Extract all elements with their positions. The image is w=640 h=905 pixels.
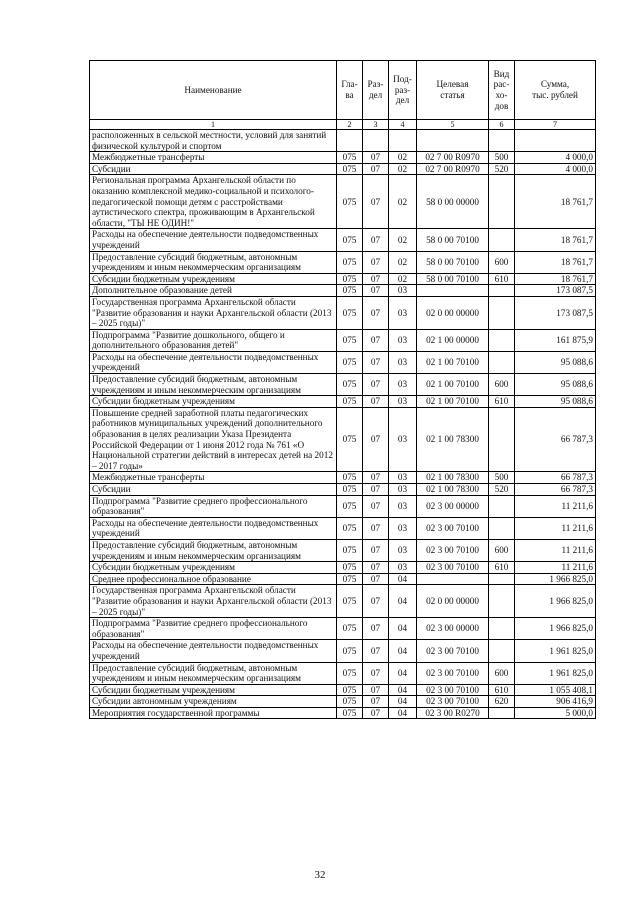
glava-cell: 075: [337, 640, 363, 662]
podrazdel-cell: 03: [389, 407, 417, 472]
target-cell: 02 1 00 00000: [417, 329, 489, 351]
column-number: 7: [515, 120, 596, 130]
glava-cell: 075: [337, 495, 363, 517]
vid-cell: [489, 407, 515, 472]
row-name-cell: Повышение средней заработной платы педагогических работников муниципальных учреждений дополнительного образования в целях реализации Указа Президента Российской Федерации от 1 июня 2012 года № 761 «О Национальной стратегии действий в интересах детей на 2012 – 2017 годы»: [90, 407, 337, 472]
podrazdel-cell: 03: [389, 374, 417, 396]
podrazdel-cell: 03: [389, 396, 417, 408]
header-target: Целевая статья: [417, 61, 489, 120]
row-name-cell: Подпрограмма "Развитие среднего профессионального образования": [90, 618, 337, 640]
header-vid: Вид рас- хо- дов: [489, 61, 515, 120]
podrazdel-cell: 04: [389, 684, 417, 696]
sum-cell: 95 088,6: [515, 374, 596, 396]
glava-cell: 075: [337, 251, 363, 273]
table-row: [90, 163, 596, 175]
glava-cell: 075: [337, 562, 363, 574]
row-name-cell: Предоставление субсидий бюджетным, автономным учреждениям и иным некоммерческим организациям: [90, 251, 337, 273]
row-name-cell: Субсидии: [90, 484, 337, 496]
sum-cell: 95 088,6: [515, 351, 596, 373]
razdel-cell: 07: [363, 495, 389, 517]
target-cell: 02 1 00 70100: [417, 396, 489, 408]
vid-cell: [489, 329, 515, 351]
vid-cell: [489, 175, 515, 229]
vid-cell: [489, 573, 515, 585]
razdel-cell: 07: [363, 152, 389, 164]
sum-cell: 18 761,7: [515, 273, 596, 285]
glava-cell: 075: [337, 351, 363, 373]
glava-cell: 075: [337, 707, 363, 719]
razdel-cell: 07: [363, 640, 389, 662]
vid-cell: [489, 351, 515, 373]
budget-table: [89, 60, 596, 719]
podrazdel-cell: 02: [389, 229, 417, 251]
header-name: Наименование: [90, 61, 337, 120]
table-row: [90, 229, 596, 251]
vid-cell: 610: [489, 684, 515, 696]
vid-cell: [489, 585, 515, 618]
vid-cell: [489, 707, 515, 719]
header-razdel: Раз- дел: [363, 61, 389, 120]
target-cell: 02 1 00 70100: [417, 374, 489, 396]
table-row: [90, 251, 596, 273]
table-body: [90, 130, 596, 719]
vid-cell: 610: [489, 273, 515, 285]
razdel-cell: 07: [363, 296, 389, 329]
podrazdel-cell: 02: [389, 175, 417, 229]
razdel-cell: 07: [363, 285, 389, 297]
row-name-cell: Государственная программа Архангельской области "Развитие образования и науки Архангельской области (2013 – 2025 годы)": [90, 296, 337, 329]
glava-cell: 075: [337, 396, 363, 408]
row-name-cell: Субсидии бюджетным учреждениям: [90, 273, 337, 285]
vid-cell: [489, 517, 515, 539]
sum-cell: 66 787,3: [515, 407, 596, 472]
column-number: 4: [389, 120, 417, 130]
glava-cell: 075: [337, 472, 363, 484]
razdel-cell: 07: [363, 662, 389, 684]
glava-cell: 075: [337, 517, 363, 539]
table-row: [90, 662, 596, 684]
row-name-cell: Дополнительное образование детей: [90, 285, 337, 297]
header-podrazdel: Под- раз- дел: [389, 61, 417, 120]
razdel-cell: 07: [363, 396, 389, 408]
table-row: [90, 296, 596, 329]
glava-cell: 075: [337, 407, 363, 472]
table-row: [90, 351, 596, 373]
sum-cell: 66 787,3: [515, 484, 596, 496]
target-cell: 02 1 00 78300: [417, 407, 489, 472]
sum-cell: 1 961 825,0: [515, 640, 596, 662]
podrazdel-cell: 04: [389, 696, 417, 708]
podrazdel-cell: 04: [389, 640, 417, 662]
vid-cell: 520: [489, 484, 515, 496]
sum-cell: 66 787,3: [515, 472, 596, 484]
table-row: [90, 495, 596, 517]
razdel-cell: 07: [363, 163, 389, 175]
target-cell: 02 3 00 R0270: [417, 707, 489, 719]
vid-cell: 600: [489, 662, 515, 684]
razdel-cell: 07: [363, 573, 389, 585]
row-name-cell: Мероприятия государственной программы: [90, 707, 337, 719]
table-row: [90, 517, 596, 539]
razdel-cell: 07: [363, 707, 389, 719]
row-name-cell: Среднее профессиональное образование: [90, 573, 337, 585]
table-row: [90, 562, 596, 574]
row-name-cell: Предоставление субсидий бюджетным, автономным учреждениям и иным некоммерческим организациям: [90, 374, 337, 396]
sum-cell: [515, 130, 596, 152]
row-name-cell: Субсидии: [90, 163, 337, 175]
column-number: 5: [417, 120, 489, 130]
vid-cell: 600: [489, 251, 515, 273]
sum-cell: 1 966 825,0: [515, 573, 596, 585]
vid-cell: 620: [489, 696, 515, 708]
target-cell: 02 3 00 00000: [417, 618, 489, 640]
row-name-cell: Государственная программа Архангельской области "Развитие образования и науки Архангельской области (2013 – 2025 годы)": [90, 585, 337, 618]
sum-cell: 1 961 825,0: [515, 662, 596, 684]
target-cell: 58 0 00 70100: [417, 251, 489, 273]
sum-cell: 161 875,9: [515, 329, 596, 351]
column-number: 2: [337, 120, 363, 130]
sum-cell: 1 966 825,0: [515, 585, 596, 618]
table-row: [90, 407, 596, 472]
table-row: [90, 684, 596, 696]
glava-cell: 075: [337, 684, 363, 696]
glava-cell: 075: [337, 152, 363, 164]
row-name-cell: Субсидии бюджетным учреждениям: [90, 684, 337, 696]
vid-cell: [489, 130, 515, 152]
glava-cell: 075: [337, 175, 363, 229]
podrazdel-cell: 04: [389, 662, 417, 684]
podrazdel-cell: 03: [389, 351, 417, 373]
podrazdel-cell: 04: [389, 707, 417, 719]
razdel-cell: 07: [363, 517, 389, 539]
sum-cell: 173 087,5: [515, 296, 596, 329]
podrazdel-cell: 04: [389, 585, 417, 618]
table-row: [90, 273, 596, 285]
glava-cell: 075: [337, 573, 363, 585]
row-name-cell: Расходы на обеспечение деятельности подведомственных учреждений: [90, 229, 337, 251]
sum-cell: 11 211,6: [515, 517, 596, 539]
target-cell: 02 7 00 R0970: [417, 152, 489, 164]
sum-cell: 11 211,6: [515, 539, 596, 561]
column-number: 6: [489, 120, 515, 130]
column-number-row: [90, 120, 596, 130]
vid-cell: [489, 640, 515, 662]
sum-cell: 18 761,7: [515, 229, 596, 251]
vid-cell: [489, 618, 515, 640]
target-cell: 02 7 00 R0970: [417, 163, 489, 175]
table-row: [90, 329, 596, 351]
sum-cell: 18 761,7: [515, 175, 596, 229]
podrazdel-cell: 04: [389, 618, 417, 640]
header-glava: Гла- ва: [337, 61, 363, 120]
razdel-cell: 07: [363, 562, 389, 574]
sum-cell: 95 088,6: [515, 396, 596, 408]
target-cell: 02 3 00 70100: [417, 562, 489, 574]
razdel-cell: 07: [363, 696, 389, 708]
row-name-cell: Расходы на обеспечение деятельности подведомственных учреждений: [90, 640, 337, 662]
row-name-cell: Региональная программа Архангельской области по оказанию комплексной медико-социальной и психолого-педагогической помощи детям с расстройствами аутистического спектра, проживающим в Архангельской области, "ТЫ НЕ ОДИН!": [90, 175, 337, 229]
vid-cell: [489, 285, 515, 297]
row-name-cell: Субсидии бюджетным учреждениям: [90, 562, 337, 574]
table-row: [90, 696, 596, 708]
table-row: [90, 640, 596, 662]
razdel-cell: 07: [363, 539, 389, 561]
table-header-row: [90, 61, 596, 120]
glava-cell: 075: [337, 374, 363, 396]
target-cell: 58 0 00 70100: [417, 273, 489, 285]
row-name-cell: Межбюджетные трансферты: [90, 472, 337, 484]
header-sum: Сумма, тыс. рублей: [515, 61, 596, 120]
vid-cell: 610: [489, 562, 515, 574]
glava-cell: 075: [337, 273, 363, 285]
sum-cell: 11 211,6: [515, 562, 596, 574]
podrazdel-cell: 03: [389, 285, 417, 297]
podrazdel-cell: 03: [389, 296, 417, 329]
page-number: 32: [314, 869, 326, 881]
target-cell: 02 1 00 70100: [417, 351, 489, 373]
razdel-cell: 07: [363, 407, 389, 472]
podrazdel-cell: 02: [389, 152, 417, 164]
sum-cell: 5 000,0: [515, 707, 596, 719]
target-cell: 02 3 00 70100: [417, 684, 489, 696]
target-cell: 02 3 00 70100: [417, 640, 489, 662]
row-name-cell: Субсидии бюджетным учреждениям: [90, 396, 337, 408]
target-cell: 02 1 00 78300: [417, 484, 489, 496]
podrazdel-cell: 03: [389, 484, 417, 496]
vid-cell: 610: [489, 396, 515, 408]
table-row: [90, 374, 596, 396]
sum-cell: 173 087,5: [515, 285, 596, 297]
vid-cell: 600: [489, 374, 515, 396]
table-row: [90, 285, 596, 297]
glava-cell: 075: [337, 163, 363, 175]
column-number: 1: [90, 120, 337, 130]
razdel-cell: 07: [363, 472, 389, 484]
razdel-cell: 07: [363, 329, 389, 351]
target-cell: 02 3 00 70100: [417, 662, 489, 684]
sum-cell: 4 000,0: [515, 163, 596, 175]
razdel-cell: 07: [363, 273, 389, 285]
razdel-cell: 07: [363, 374, 389, 396]
podrazdel-cell: 04: [389, 573, 417, 585]
row-name-cell: Субсидии автономным учреждениям: [90, 696, 337, 708]
table-row: [90, 396, 596, 408]
podrazdel-cell: [389, 130, 417, 152]
target-cell: 02 3 00 70100: [417, 517, 489, 539]
razdel-cell: 07: [363, 484, 389, 496]
sum-cell: 1 966 825,0: [515, 618, 596, 640]
table-row: [90, 573, 596, 585]
target-cell: [417, 285, 489, 297]
razdel-cell: 07: [363, 251, 389, 273]
podrazdel-cell: 03: [389, 562, 417, 574]
target-cell: 58 0 00 00000: [417, 175, 489, 229]
razdel-cell: [363, 130, 389, 152]
glava-cell: 075: [337, 662, 363, 684]
row-name-cell: расположенных в сельской местности, условий для занятий физической культурой и спортом: [90, 130, 337, 152]
table-row: [90, 130, 596, 152]
column-number: 3: [363, 120, 389, 130]
podrazdel-cell: 03: [389, 517, 417, 539]
vid-cell: 600: [489, 539, 515, 561]
table-row: [90, 175, 596, 229]
target-cell: 02 0 00 00000: [417, 296, 489, 329]
target-cell: 02 3 00 70100: [417, 539, 489, 561]
row-name-cell: Расходы на обеспечение деятельности подведомственных учреждений: [90, 351, 337, 373]
row-name-cell: Расходы на обеспечение деятельности подведомственных учреждений: [90, 517, 337, 539]
target-cell: 02 3 00 00000: [417, 495, 489, 517]
glava-cell: 075: [337, 229, 363, 251]
podrazdel-cell: 03: [389, 495, 417, 517]
sum-cell: 18 761,7: [515, 251, 596, 273]
target-cell: 02 3 00 70100: [417, 696, 489, 708]
glava-cell: 075: [337, 296, 363, 329]
glava-cell: 075: [337, 585, 363, 618]
row-name-cell: Предоставление субсидий бюджетным, автономным учреждениям и иным некоммерческим организациям: [90, 662, 337, 684]
table-row: [90, 585, 596, 618]
glava-cell: [337, 130, 363, 152]
glava-cell: 075: [337, 618, 363, 640]
razdel-cell: 07: [363, 229, 389, 251]
table-row: [90, 484, 596, 496]
target-cell: 58 0 00 70100: [417, 229, 489, 251]
row-name-cell: Подпрограмма "Развитие дошкольного, общего и дополнительного образования детей": [90, 329, 337, 351]
vid-cell: [489, 495, 515, 517]
table-row: [90, 472, 596, 484]
glava-cell: 075: [337, 484, 363, 496]
target-cell: 02 0 00 00000: [417, 585, 489, 618]
podrazdel-cell: 02: [389, 273, 417, 285]
razdel-cell: 07: [363, 351, 389, 373]
podrazdel-cell: 03: [389, 329, 417, 351]
target-cell: 02 1 00 78300: [417, 472, 489, 484]
podrazdel-cell: 03: [389, 472, 417, 484]
row-name-cell: Подпрограмма "Развитие среднего профессионального образования": [90, 495, 337, 517]
glava-cell: 075: [337, 285, 363, 297]
vid-cell: 500: [489, 152, 515, 164]
table-row: [90, 707, 596, 719]
vid-cell: 500: [489, 472, 515, 484]
razdel-cell: 07: [363, 585, 389, 618]
sum-cell: 906 416,9: [515, 696, 596, 708]
vid-cell: [489, 229, 515, 251]
table-row: [90, 618, 596, 640]
row-name-cell: Межбюджетные трансферты: [90, 152, 337, 164]
razdel-cell: 07: [363, 175, 389, 229]
podrazdel-cell: 02: [389, 163, 417, 175]
glava-cell: 075: [337, 329, 363, 351]
glava-cell: 075: [337, 696, 363, 708]
target-cell: [417, 130, 489, 152]
glava-cell: 075: [337, 539, 363, 561]
vid-cell: 520: [489, 163, 515, 175]
razdel-cell: 07: [363, 684, 389, 696]
podrazdel-cell: 03: [389, 539, 417, 561]
table-row: [90, 152, 596, 164]
table-row: [90, 539, 596, 561]
podrazdel-cell: 02: [389, 251, 417, 273]
target-cell: [417, 573, 489, 585]
row-name-cell: Предоставление субсидий бюджетным, автономным учреждениям и иным некоммерческим организациям: [90, 539, 337, 561]
sum-cell: 4 000,0: [515, 152, 596, 164]
razdel-cell: 07: [363, 618, 389, 640]
sum-cell: 1 055 408,1: [515, 684, 596, 696]
vid-cell: [489, 296, 515, 329]
sum-cell: 11 211,6: [515, 495, 596, 517]
